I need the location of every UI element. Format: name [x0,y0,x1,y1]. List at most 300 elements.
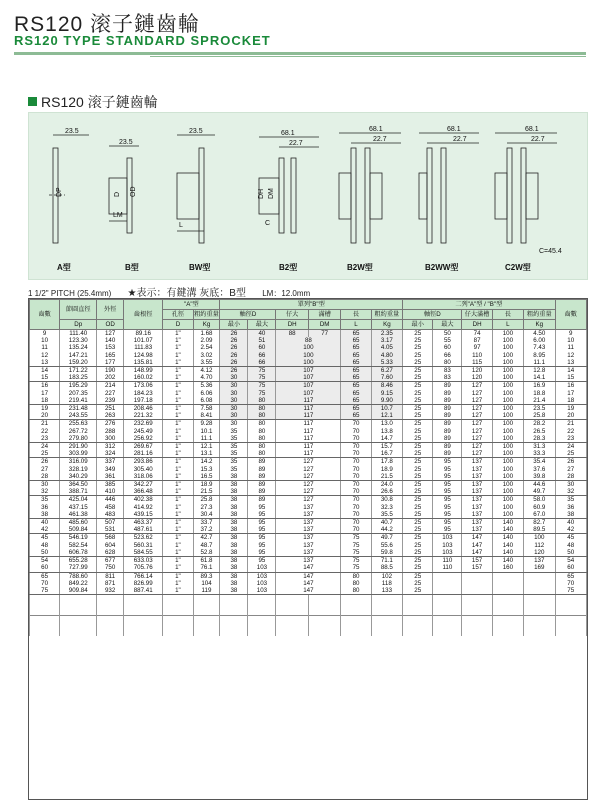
header-weight-2: 粗約重量 [524,310,555,320]
table-cell: 147 [462,534,492,542]
header-dh-sym: DH [276,320,308,330]
table-cell: 546.19 [60,534,97,542]
empty-cell [30,595,60,616]
table-cell: 677 [97,557,124,565]
table-cell: 147.21 [60,352,97,359]
header-dh: 仔大 [276,310,308,320]
table-cell: 49.7 [371,534,402,542]
svg-text:B型: B型 [125,263,139,272]
empty-cell [60,616,97,637]
header-od: 外徑 [97,300,124,320]
table-cell: 15.3 [193,466,220,473]
table-cell: 95 [248,519,276,527]
table-cell: 40 [248,330,276,338]
table-cell: 89 [433,428,462,435]
table-cell: 269.67 [124,443,163,451]
table-cell: 37.6 [524,466,555,473]
table-cell: 140 [492,542,523,549]
table-cell: 5.36 [193,382,220,390]
table-cell: 2.09 [193,337,220,344]
header-weight-b: 粗約重量 [371,310,402,320]
table-cell: 705.76 [124,564,163,572]
table-cell: 137 [462,458,492,466]
header-kg-a: Kg [193,320,220,330]
table-cell: 16 [555,382,587,390]
table-cell: 110 [433,564,462,572]
table-cell: 1" [163,390,193,397]
header-len-sym-2: L [492,320,523,330]
table-cell: 11 [30,344,60,351]
header-length-2: 長 [492,310,523,320]
table-cell: 153 [97,344,124,351]
table-cell: 71.1 [371,557,402,565]
table-cell: 11.1 [524,359,555,367]
table-cell: 35.5 [371,511,402,519]
table-cell: 30 [220,397,248,405]
table-cell: 95 [433,511,462,519]
table-cell [492,572,523,580]
table-cell: 1" [163,337,193,344]
empty-row [30,595,587,616]
table-cell: 95 [248,504,276,511]
header-shaft-d: 軸徑D [220,310,276,320]
table-cell: 13.8 [371,428,402,435]
table-cell: 65 [341,344,371,351]
table-cell: 100 [492,496,523,504]
table-cell: 3.17 [371,337,402,344]
table-cell: 117 [276,420,341,428]
svg-text:23.5: 23.5 [189,128,203,135]
spec-table [29,299,587,636]
table-cell: 227 [97,390,124,397]
table-cell: 137 [462,481,492,489]
table-cell: 342.27 [124,481,163,489]
empty-cell [163,595,193,616]
table-cell: 30 [220,412,248,420]
table-cell: 95 [433,519,462,527]
table-cell: 100 [492,382,523,390]
svg-text:68.1: 68.1 [281,130,295,137]
table-cell: 70 [341,435,371,443]
empty-cell [248,616,276,637]
table-cell: 25 [403,481,433,489]
table-cell: 25 [403,519,433,527]
empty-cell [163,616,193,637]
table-cell: 25 [403,367,433,375]
table-cell: 388.71 [60,488,97,496]
table-cell: 38 [220,526,248,534]
section-bullet-icon [28,97,37,106]
header-group-a: "A"型 [163,300,220,310]
table-cell: 127 [462,405,492,413]
table-cell: 1" [163,344,193,351]
table-cell: 1" [163,564,193,572]
table-row [30,443,587,451]
table-cell: 169 [524,564,555,572]
table-cell: 127 [462,382,492,390]
empty-cell [97,595,124,616]
table-cell: 95 [248,549,276,557]
table-cell [462,580,492,587]
table-cell: 1" [163,367,193,375]
table-cell: 26.5 [524,428,555,435]
empty-cell [308,616,340,637]
table-cell: 21 [555,420,587,428]
svg-text:B2W型: B2W型 [347,263,373,272]
table-cell: 1" [163,420,193,428]
table-cell: 70 [30,580,60,587]
table-cell: 31.3 [524,443,555,451]
table-cell: 318.06 [124,473,163,481]
empty-cell [124,616,163,637]
lm-note: LM：12.0mm [262,289,311,298]
table-cell: 137 [276,534,341,542]
table-cell: 324 [97,450,124,458]
table-cell: 300 [97,435,124,443]
table-cell: 10 [555,337,587,344]
table-cell: 2.54 [193,344,220,351]
table-cell: 42.7 [193,534,220,542]
table-cell: 16.7 [371,450,402,458]
table-cell: 584.55 [124,549,163,557]
header-dm-sym: DM [308,320,340,330]
table-cell: 9.28 [193,420,220,428]
table-cell: 65 [341,374,371,382]
table-cell: 97 [462,344,492,351]
table-cell: 137 [276,519,341,527]
table-cell: 137 [462,526,492,534]
table-cell: 788.60 [60,572,97,580]
table-row [30,428,587,435]
table-cell: 1" [163,352,193,359]
table-cell: 137 [462,519,492,527]
svg-text:DM: DM [268,188,275,199]
table-cell: 410 [97,488,124,496]
table-cell: 9 [30,330,60,338]
table-cell: 147 [276,572,341,580]
table-cell: 337 [97,458,124,466]
table-cell: 35 [220,435,248,443]
table-cell: 100 [492,428,523,435]
table-cell: 117 [276,428,341,435]
svg-text:22.7: 22.7 [289,140,303,147]
table-cell: 1" [163,504,193,511]
table-cell: 604 [97,542,124,549]
table-cell: 173.06 [124,382,163,390]
table-cell: 70 [341,488,371,496]
table-cell: 147 [276,587,341,595]
svg-text:LM: LM [113,212,123,219]
table-cell: 160 [492,564,523,572]
table-cell: 70 [341,519,371,527]
table-cell: 582.54 [60,542,97,549]
table-cell: 127 [462,443,492,451]
table-cell: 932 [97,587,124,595]
table-cell: 25 [403,496,433,504]
empty-cell [524,595,555,616]
svg-text:22.7: 22.7 [531,136,545,143]
table-cell: 127 [462,450,492,458]
empty-cell [124,595,163,616]
table-cell: 66 [433,352,462,359]
table-cell: 361 [97,473,124,481]
table-cell: 256.92 [124,435,163,443]
empty-cell [30,616,60,637]
table-cell: 195.29 [60,382,97,390]
table-cell: 25 [403,390,433,397]
empty-cell [60,595,97,616]
section-title: RS120 滚子鏈齒輪 [28,92,158,112]
table-cell: 25 [403,359,433,367]
table-cell: 32.3 [371,504,402,511]
header-dh-sym-2: DH [462,320,492,330]
empty-cell [555,595,587,616]
table-cell: 70 [341,443,371,451]
table-cell: 103 [433,549,462,557]
table-cell: 18.8 [524,390,555,397]
table-cell: 255.63 [60,420,97,428]
table-cell: 19 [30,405,60,413]
table-cell: 328.19 [60,466,97,473]
table-cell: 20 [555,412,587,420]
table-cell: 70 [341,526,371,534]
svg-text:23.5: 23.5 [65,128,79,135]
table-cell: 100 [492,420,523,428]
table-cell: 15 [30,374,60,382]
table-cell: 1" [163,450,193,458]
table-cell: 133 [371,587,402,595]
table-cell: 100 [492,390,523,397]
table-cell: 127 [276,458,341,466]
table-cell: 6.27 [371,367,402,375]
table-cell: 35.4 [524,458,555,466]
table-cell: 89 [248,496,276,504]
table-cell: 26 [220,344,248,351]
table-cell: 385 [97,481,124,489]
table-cell: 27 [30,466,60,473]
table-cell: 507 [97,519,124,527]
table-cell: 4.80 [371,352,402,359]
table-cell: 50 [30,549,60,557]
table-cell: 75 [341,557,371,565]
table-cell: 750 [97,564,124,572]
table-row [30,367,587,375]
table-cell: 38 [220,580,248,587]
table-cell: 147 [462,542,492,549]
table-cell: 17.8 [371,458,402,466]
table-cell: 127 [276,496,341,504]
table-cell: 50 [433,330,462,338]
table-cell: 25 [403,542,433,549]
table-cell: 2.35 [371,330,402,338]
empty-cell [193,595,220,616]
table-cell: 25 [403,488,433,496]
table-cell: 38 [220,481,248,489]
table-row [30,534,587,542]
table-cell: 349 [97,466,124,473]
table-cell: 26 [220,352,248,359]
table-cell: 28.2 [524,420,555,428]
table-cell: 1" [163,511,193,519]
table-cell: 89 [433,443,462,451]
table-cell: 70 [341,450,371,458]
empty-cell [403,595,433,616]
table-cell: 137 [276,549,341,557]
table-cell: 811 [97,572,124,580]
table-cell: 8.95 [524,352,555,359]
table-cell: 25 [403,382,433,390]
table-cell: 100 [492,504,523,511]
table-cell: 30 [220,382,248,390]
table-cell: 183.25 [60,374,97,382]
table-cell: 137 [462,504,492,511]
table-cell: 16.5 [193,473,220,481]
table-cell: 14 [30,367,60,375]
table-cell: 30 [555,481,587,489]
table-cell: 293.86 [124,458,163,466]
table-cell: 21.5 [371,473,402,481]
table-cell: 100 [492,330,523,338]
table-cell: 17 [30,390,60,397]
table-cell: 439.15 [124,511,163,519]
table-cell: 316.09 [60,458,97,466]
table-cell: 75 [30,587,60,595]
table-cell: 100 [492,397,523,405]
table-cell: 140 [97,337,124,344]
table-cell: 75 [555,587,587,595]
table-row [30,352,587,359]
table-cell: 38 [30,511,60,519]
table-cell: 25 [403,587,433,595]
table-cell: 26 [555,458,587,466]
table-cell [492,587,523,595]
table-cell: 22 [30,428,60,435]
table-cell: 1" [163,496,193,504]
table-cell: 25 [403,443,433,451]
table-cell: 40.7 [371,519,402,527]
table-cell: 65 [341,330,371,338]
table-cell: 4.70 [193,374,220,382]
table-cell: 100 [492,367,523,375]
table-cell [462,572,492,580]
table-cell: 14.1 [524,374,555,382]
svg-text:C=45.4: C=45.4 [539,248,562,255]
svg-text:C: C [265,220,271,227]
table-cell: 35 [555,496,587,504]
empty-row [30,616,587,637]
table-cell: 52.8 [193,549,220,557]
title-rule-thin [150,56,586,57]
svg-text:L: L [179,222,183,229]
table-cell: 42 [30,526,60,534]
table-cell: 83 [433,367,462,375]
table-row [30,504,587,511]
header-kg-2: Kg [524,320,555,330]
table-row [30,397,587,405]
table-cell: 80 [248,428,276,435]
table-cell: 214 [97,382,124,390]
table-cell: 80 [248,443,276,451]
table-cell: 38 [220,504,248,511]
table-cell: 70 [341,473,371,481]
table-cell: 1" [163,435,193,443]
table-cell: 312 [97,443,124,451]
table-cell: 14.2 [193,458,220,466]
table-cell: 60 [248,344,276,351]
table-cell: 190 [97,367,124,375]
table-cell: 21 [30,420,60,428]
table-row [30,580,587,587]
table-cell: 165 [97,352,124,359]
empty-cell [433,616,462,637]
svg-text:A型: A型 [57,263,71,272]
table-cell: 8.46 [371,382,402,390]
header-bore-sym: D [163,320,193,330]
table-cell: 25 [403,557,433,565]
table-cell: 65 [341,397,371,405]
table-cell: 6.00 [524,337,555,344]
table-cell: 75 [248,382,276,390]
table-cell [462,587,492,595]
table-cell: 30 [220,405,248,413]
table-row [30,526,587,534]
table-cell: 83 [433,374,462,382]
empty-cell [97,616,124,637]
table-cell: 38 [220,488,248,496]
table-cell: 1" [163,428,193,435]
table-cell: 30.8 [371,496,402,504]
table-cell: 38 [220,564,248,572]
empty-cell [248,595,276,616]
table-cell: 25 [403,504,433,511]
table-cell: 137 [276,557,341,565]
table-cell: 140 [492,526,523,534]
table-cell: 35 [220,443,248,451]
table-cell: 446 [97,496,124,504]
table-cell: 1" [163,405,193,413]
table-cell: 487.61 [124,526,163,534]
table-row [30,587,587,595]
table-cell: 127 [462,397,492,405]
table-cell: 38 [220,511,248,519]
table-cell: 16.9 [524,382,555,390]
table-cell: 1" [163,557,193,565]
table-cell: 75 [341,549,371,557]
table-cell: 39.8 [524,473,555,481]
table-cell: 208.46 [124,405,163,413]
table-cell: 219.41 [60,397,97,405]
table-cell: 18 [30,397,60,405]
table-cell: 89.5 [524,526,555,534]
table-cell: 104 [193,580,220,587]
table-cell: 14.7 [371,435,402,443]
table-cell: 120 [462,367,492,375]
table-cell: 65 [341,359,371,367]
table-cell: 364.50 [60,481,97,489]
table-cell: 32 [30,488,60,496]
table-cell: 117 [276,443,341,451]
table-cell: 45 [555,534,587,542]
svg-text:OD: OD [130,186,137,197]
table-cell: 60 [30,564,60,572]
table-cell: 42 [555,526,587,534]
table-cell: 288 [97,428,124,435]
table-cell: 140 [492,519,523,527]
table-cell: 24 [30,443,60,451]
table-cell: 509.84 [60,526,97,534]
table-cell: 10.7 [371,405,402,413]
table-cell: 3.55 [193,359,220,367]
